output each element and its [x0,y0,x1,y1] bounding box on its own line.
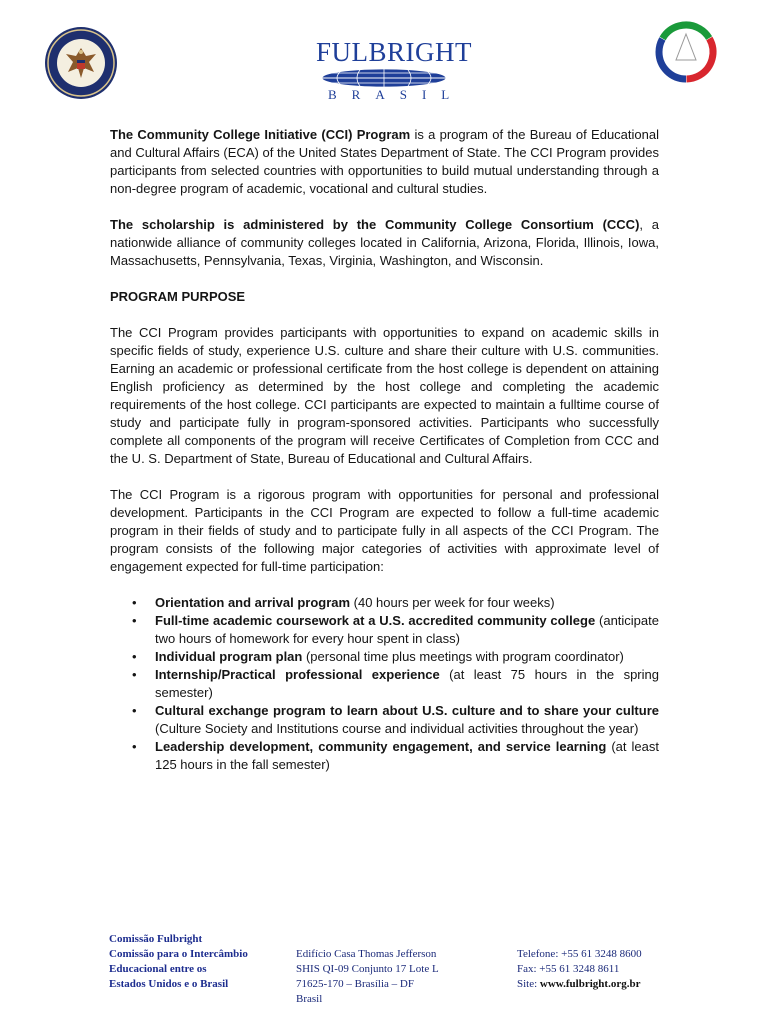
scholarship-paragraph [110,216,659,270]
footer-org-line: Comissão para o Intercâmbio [109,948,248,960]
list-item [110,666,659,702]
bullet-icon: • [132,667,137,682]
scholarship-bold-lead: The scholarship is administered by the Community College Consortium (CCC) [110,217,640,232]
commission-ring-logo-icon [652,18,720,86]
list-item-title: Internship/Practical professional experience [155,667,440,682]
department-of-state-seal-icon [44,26,118,100]
scholarship-text: , a nationwide alliance of community colleges located in California, Arizona, Florida, Illinois, Iowa, Massachusetts, Pennsylvania, Texas, Virginia, Washington, and Wisconsin. [110,217,659,268]
bullet-icon: • [132,595,137,610]
list-item-detail: (anticipate two hours of homework for every hour spent in class) [155,613,659,646]
intro-text: is a program of the Bureau of Educational and Cultural Affairs (ECA) of the United States Department of State. The CCI Program provides participants from selected countries with opportunities to build mutual understanding through a non-degree program of academic, vocational and cultural studies. [110,127,659,196]
footer-address [296,947,439,1007]
bullet-icon: • [132,703,137,718]
footer-site-label: Site: [517,978,540,990]
list-item [110,612,659,648]
document-body [110,126,659,774]
footer-site [517,977,642,992]
footer-address-line: 71625-170 – Brasília – DF [296,978,414,990]
list-item [110,594,659,612]
fulbright-wordmark: FULBRIGHT [316,37,473,67]
list-item-detail: (40 hours per week for four weeks) [350,595,555,610]
list-item-title: Individual program plan [155,649,303,664]
footer-address-line: SHIS QI-09 Conjunto 17 Lote L [296,963,439,975]
list-item-detail: (at least 125 hours in the fall semester) [155,739,659,772]
list-item-detail: (Culture Society and Institutions course and individual activities throughout the year) [155,721,639,736]
list-item [110,648,659,666]
bullet-icon: • [132,739,137,754]
list-item-detail: (personal time plus meetings with program coordinator) [302,649,624,664]
footer-organization [109,932,248,992]
purpose-paragraph: The CCI Program provides participants with opportunities to expand on academic skills in specific fields of study, experience U.S. culture and share their culture with U.S. communities. Earning an academic or professional certificate from the host college is dependent on attaining English proficiency as determined by the host college and completing the academic requirements of the host college. CCI participants are expected to maintain a fulltime course of study and participate fully in program-sponsored activities. Participants who successfully complete all components of the program will receive Certificates of Completion from CCC and the U. S. Department of State, Bureau of Educational and Cultural Affairs. [110,325,659,466]
list-item-title: Cultural exchange program to learn about U.S. culture and to share your culture [155,703,659,718]
intro-paragraph [110,126,659,198]
bullet-icon: • [132,613,137,628]
bullet-icon: • [132,649,137,664]
program-purpose-heading: PROGRAM PURPOSE [110,289,246,304]
footer-org-line: Estados Unidos e o Brasil [109,978,229,990]
footer-address-line: Edifício Casa Thomas Jefferson [296,948,437,960]
footer-org-line: Educacional entre os [109,963,207,975]
intro-bold-lead: The Community College Initiative (CCI) Program [110,127,411,142]
list-item [110,702,659,738]
globe-icon [320,68,448,88]
activities-list [110,594,659,774]
list-item-detail: (at least 75 hours in the spring semester) [155,667,659,700]
list-item [110,738,659,774]
fulbright-brasil-logo [316,37,473,102]
footer-fax: Fax: +55 61 3248 8611 [517,963,620,975]
rigorous-program-paragraph: The CCI Program is a rigorous program with opportunities for personal and professional development. Participants in the CCI Program are expected to follow a full-time academic program in their fields of study and to participate fully in all aspects of the CCI Program. The program consists of the following major categories of activities with approximate level of engagement expected for full-time participation: [110,487,659,574]
footer-contact [517,947,642,992]
footer-org-name: Comissão Fulbright [109,933,203,945]
fulbright-country: BRASIL [328,87,465,102]
footer-address-line: Brasil [296,993,323,1005]
list-item-title: Full-time academic coursework at a U.S. accredited community college [155,613,596,628]
list-item-title: Leadership development, community engagement, and service learning [155,739,607,754]
footer-site-link[interactable]: www.fulbright.org.br [539,978,641,990]
list-item-title: Orientation and arrival program [155,595,351,610]
footer-phone: Telefone: +55 61 3248 8600 [517,948,642,960]
